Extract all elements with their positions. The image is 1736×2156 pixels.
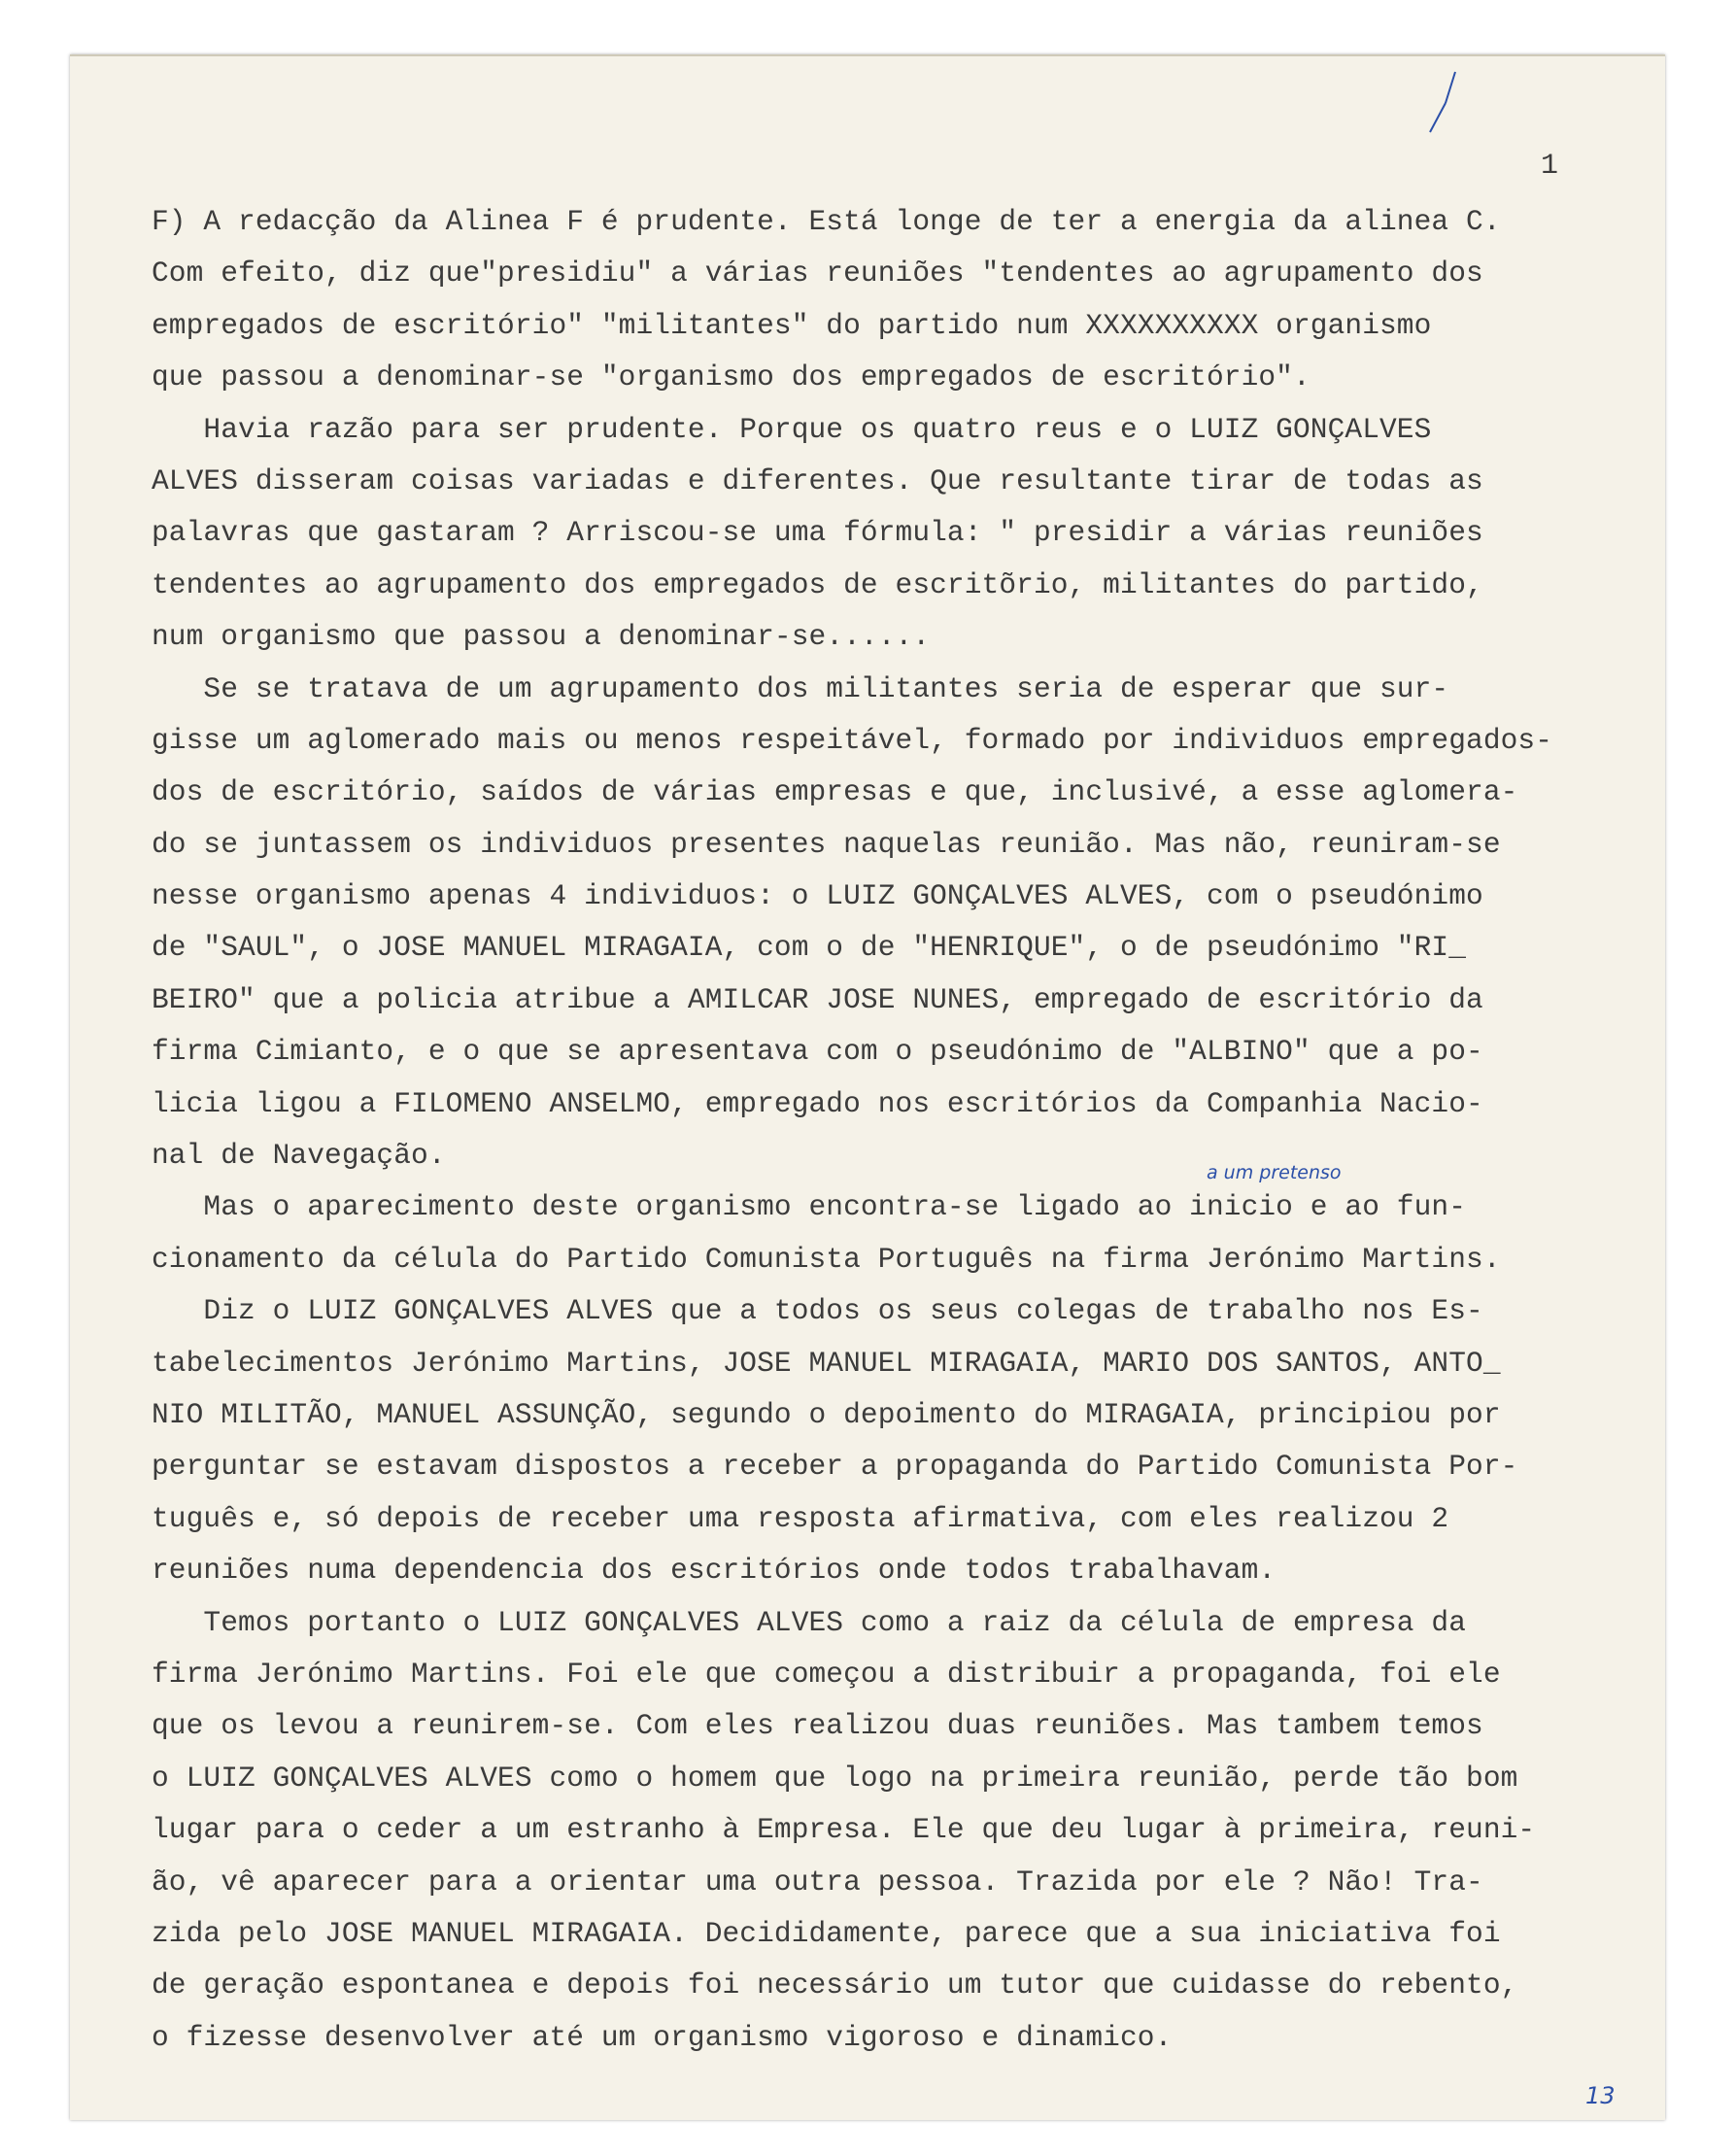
text-line: firma Cimianto, e o que se apresentava com o pseudónimo de "ALBINO" que a po- <box>152 1035 1483 1069</box>
folio-number: 13 <box>1585 2082 1616 2109</box>
text-line: empregados de escritório" "militantes" do partido num XXXXXXXXXX organismo <box>152 308 1432 342</box>
text-line: Se se tratava de um agrupamento dos militantes seria de esperar que sur- <box>152 671 1449 705</box>
text-line: NIO MILITÃO, MANUEL ASSUNÇÃO, segundo o depoimento do MIRAGAIA, principiou por <box>152 1397 1501 1431</box>
text-line: ALVES disseram coisas variadas e diferentes. Que resultante tirar de todas as <box>152 463 1483 497</box>
text-line: Temos portanto o LUIZ GONÇALVES ALVES como a raiz da célula de empresa da <box>152 1605 1467 1639</box>
text-line: licia ligou a FILOMENO ANSELMO, empregado nos escritórios da Companhia Nacio- <box>152 1086 1483 1120</box>
text-line: perguntar se estavam dispostos a receber a propaganda do Partido Comunista Por- <box>152 1450 1518 1484</box>
text-line: BEIRO" que a policia atribue a AMILCAR JOSE NUNES, empregado de escritório da <box>152 982 1483 1016</box>
text-line: firma Jerónimo Martins. Foi ele que começou a distribuir a propaganda, foi ele <box>152 1657 1501 1691</box>
text-line: palavras que gastaram ? Arriscou-se uma fórmula: " presidir a várias reuniões <box>152 516 1483 550</box>
text-line: F) A redacção da Alinea F é prudente. Está longe de ter a energia da alinea C. <box>152 205 1501 238</box>
text-line: que passou a denominar-se "organismo dos empregados de escritório". <box>152 360 1311 394</box>
text-line: nal de Navegação. <box>152 1139 446 1173</box>
handwritten-annotation: a um pretenso <box>1207 1162 1342 1183</box>
text-line: tabelecimentos Jerónimo Martins, JOSE MANUEL MIRAGAIA, MARIO DOS SANTOS, ANTO_ <box>152 1346 1501 1380</box>
handwritten-check-mark <box>1416 68 1465 136</box>
text-line: zida pelo JOSE MANUEL MIRAGAIA. Decididamente, parece que a sua iniciativa foi <box>152 1916 1501 1950</box>
typed-text-body <box>152 196 1628 2064</box>
text-line: tendentes ao agrupamento dos empregados de escritõrio, militantes do partido, <box>152 567 1483 601</box>
text-line: dos de escritório, saídos de várias empresas e que, inclusivé, a esse aglomera- <box>152 775 1518 809</box>
text-line: Com efeito, diz que"presidiu" a várias reuniões "tendentes ao agrupamento dos <box>152 257 1483 291</box>
text-line: ão, vê aparecer para a orientar uma outra pessoa. Trazida por ele ? Não! Tra- <box>152 1865 1483 1899</box>
text-line: que os levou a reunirem-se. Com eles realizou duas reuniões. Mas tambem temos <box>152 1709 1483 1743</box>
text-line: nesse organismo apenas 4 individuos: o LUIZ GONÇALVES ALVES, com o pseudónimo <box>152 879 1483 913</box>
text-line: cionamento da célula do Partido Comunista Português na firma Jerónimo Martins. <box>152 1242 1501 1276</box>
text-line: do se juntassem os individuos presentes naquelas reunião. Mas não, reuniram-se <box>152 827 1501 861</box>
text-line: de geração espontanea e depois foi necessário um tutor que cuidasse do rebento, <box>152 1968 1518 2002</box>
document-page <box>70 54 1665 2120</box>
text-line: o fizesse desenvolver até um organismo vigoroso e dinamico. <box>152 2020 1173 2054</box>
text-line: lugar para o ceder a um estranho à Empresa. Ele que deu lugar à primeira, reuni- <box>152 1813 1536 1847</box>
page-number: 1 <box>1541 150 1559 183</box>
text-line: Diz o LUIZ GONÇALVES ALVES que a todos os seus colegas de trabalho nos Es- <box>152 1294 1483 1328</box>
text-line: Havia razão para ser prudente. Porque os quatro reus e o LUIZ GONÇALVES <box>152 412 1432 446</box>
text-line: num organismo que passou a denominar-se...... <box>152 620 931 654</box>
text-line: reuniões numa dependencia dos escritórios onde todos trabalhavam. <box>152 1554 1276 1588</box>
text-line: tuguês e, só depois de receber uma resposta afirmativa, com eles realizou 2 <box>152 1501 1449 1535</box>
text-line: de "SAUL", o JOSE MANUEL MIRAGAIA, com o de "HENRIQUE", o de pseudónimo "RI_ <box>152 931 1467 965</box>
text-line: Mas o aparecimento deste organismo encontra-se ligado ao inicio e ao fun- <box>152 1190 1467 1224</box>
text-line: o LUIZ GONÇALVES ALVES como o homem que logo na primeira reunião, perde tão bom <box>152 1761 1518 1795</box>
text-line: gisse um aglomerado mais ou menos respeitável, formado por individuos empregados- <box>152 723 1553 757</box>
